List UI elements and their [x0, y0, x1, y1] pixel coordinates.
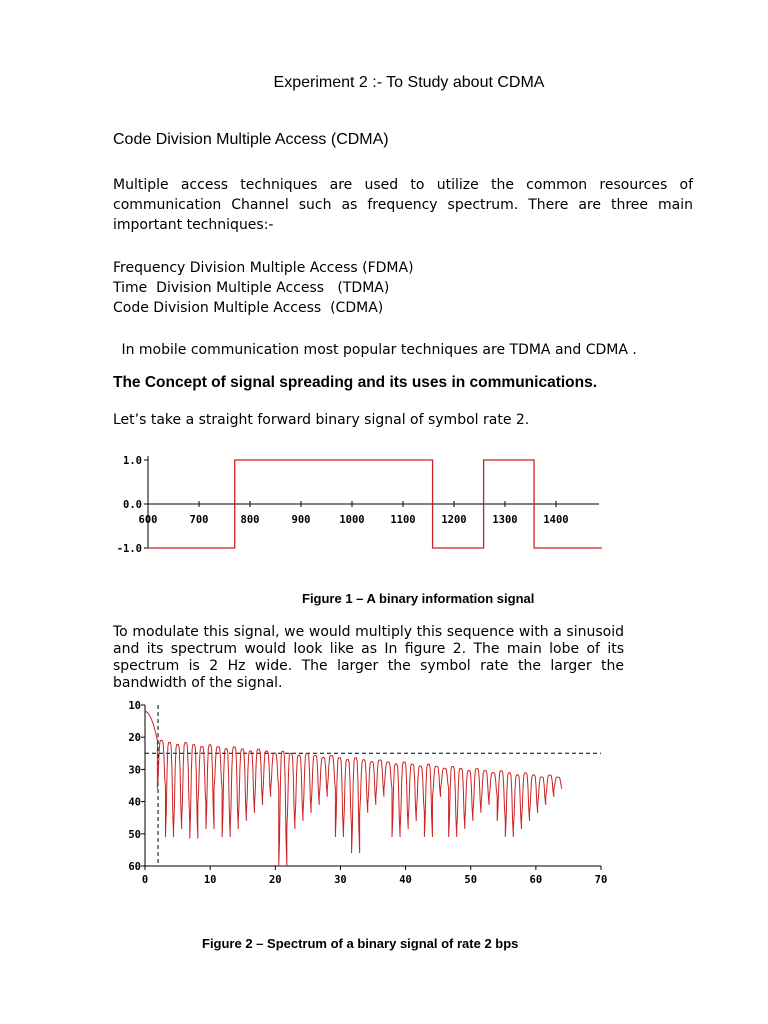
intro-paragraph: Multiple access techniques are used to utilize the common resources of communication Channel such as frequency spectrum. There are three main important techniques:- — [113, 177, 693, 233]
y-tick-label: 40 — [128, 796, 141, 809]
x-tick-label: 700 — [189, 514, 209, 526]
section-heading: Code Division Multiple Access (CDMA) — [113, 131, 389, 148]
figure2-chart — [115, 698, 615, 890]
x-tick-label: 50 — [464, 874, 478, 886]
technique-cdma: Code Division Multiple Access (CDMA) — [113, 300, 384, 316]
figure1-chart — [105, 448, 615, 560]
x-tick-label: 900 — [291, 514, 311, 526]
technique-tdma: Time Division Multiple Access (TDMA) — [113, 280, 390, 296]
techniques-list — [113, 258, 414, 318]
x-tick-label: 70 — [594, 874, 608, 886]
y-tick-label: 10 — [128, 700, 141, 712]
x-tick-label: 10 — [203, 874, 217, 886]
x-tick-label: 600 — [138, 514, 158, 526]
popular-techniques-text: In mobile communication most popular techniques are TDMA and CDMA . — [117, 342, 637, 358]
y-tick-label: 0.0 — [123, 499, 142, 511]
figure1-caption: Figure 1 – A binary information signal — [302, 591, 535, 606]
page-title: Experiment 2 :- To Study about CDMA — [273, 74, 545, 91]
concept-heading: The Concept of signal spreading and its uses in communications. — [113, 374, 598, 391]
binary-signal-intro: Let’s take a straight forward binary signal of symbol rate 2. — [113, 412, 530, 428]
x-tick-label: 30 — [334, 874, 347, 886]
y-tick-label: 60 — [128, 861, 141, 873]
y-tick-label: 1.0 — [123, 455, 142, 467]
x-tick-label: 60 — [529, 874, 543, 886]
figure2-caption: Figure 2 – Spectrum of a binary signal of rate 2 bps — [202, 936, 519, 951]
x-tick-label: 1300 — [492, 514, 518, 526]
y-tick-label: 30 — [128, 764, 141, 777]
figure2-plot — [128, 700, 607, 886]
y-tick-label: -1.0 — [116, 543, 142, 555]
x-tick-label: 1100 — [390, 514, 416, 526]
spectrum-line — [145, 711, 562, 866]
x-tick-label: 40 — [399, 874, 412, 886]
figure1-plot — [117, 455, 602, 555]
x-tick-label: 1200 — [441, 514, 467, 526]
y-tick-label: 50 — [128, 828, 141, 841]
x-tick-label: 1000 — [339, 514, 365, 526]
x-tick-label: 800 — [240, 514, 260, 526]
modulation-paragraph: To modulate this signal, we would multiply this sequence with a sinusoid and its spectrum would look like as In figure 2. The main lobe of its spectrum is 2 Hz wide. The larger the symbol rate the larger the bandwidth of the signal. — [113, 624, 624, 691]
x-tick-label: 0 — [141, 874, 149, 886]
x-tick-label: 20 — [268, 874, 282, 886]
y-tick-label: 20 — [128, 732, 141, 745]
x-tick-label: 1400 — [543, 514, 569, 526]
technique-fdma: Frequency Division Multiple Access (FDMA) — [113, 260, 414, 276]
